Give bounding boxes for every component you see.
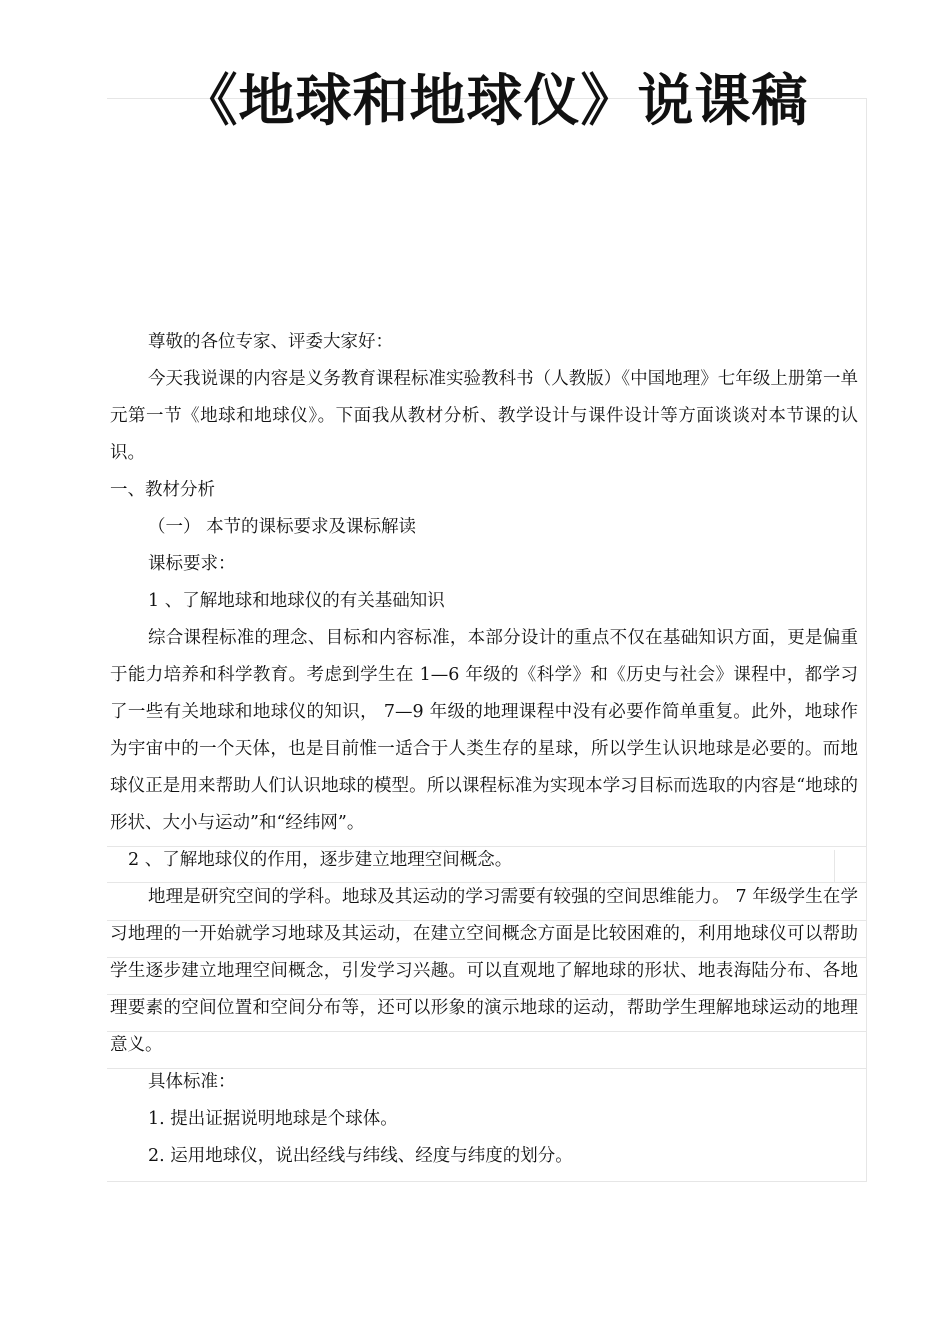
standard-item-2-description: 地理是研究空间的学科。地球及其运动的学习需要有较强的空间思维能力。 7 年级学生在学习地理的一开始就学习地球及其运动，在建立空间概念方面是比较困难的，利用地球仪可以帮助学生逐步建立地理空间概念，引发学习兴趣。可以直观地了解地球的形状、地表海陆分布、各地理要素的空间位置和空间分布等，还可以形象的演示地球的运动，帮助学生理解地球运动的地理意义。 [110, 887, 858, 1055]
frame-right-line [866, 98, 867, 1182]
standard-label: 课标要求： [148, 554, 236, 574]
standard-item-1: 1 、了解地球和地球仪的有关基础知识 [148, 591, 445, 611]
document-title: 《地球和地球仪》说课稿 [181, 69, 809, 134]
document-body [110, 324, 858, 1175]
frame-bottom-line [107, 1181, 867, 1182]
subsection-heading: （一） 本节的课标要求及课标解读 [148, 517, 417, 537]
intro-paragraph: 今天我说课的内容是义务教育课程标准实验教科书（人教版）《中国地理》七年级上册第一单元第一节《地球和地球仪》。下面我从教材分析、教学设计与课件设计等方面谈谈对本节课的认识。 [110, 369, 858, 463]
greeting-paragraph: 尊敬的各位专家、评委大家好： [148, 332, 393, 352]
standard-item-2: 2 、了解地球仪的作用，逐步建立地理空间概念。 [128, 850, 513, 870]
specific-standard-1: 1. 提出证据说明地球是个球体。 [148, 1109, 398, 1129]
specific-standard-label: 具体标准： [148, 1072, 236, 1092]
section-heading: 一、教材分析 [110, 480, 215, 500]
specific-standard-2: 2. 运用地球仪，说出经线与纬线、经度与纬度的划分。 [148, 1146, 573, 1166]
standard-item-1-description: 综合课程标准的理念、目标和内容标准，本部分设计的重点不仅在基础知识方面，更是偏重于能力培养和科学教育。考虑到学生在 1—6 年级的《科学》和《历史与社会》课程中，都学习了一些有关地球和地球仪的知识， 7—9 年级的地理课程中没有必要作简单重复。此外，地球作为宇宙中的一个天体，也是目前惟一适合于人类生存的星球，所以学生认识地球是必要的。而地球仪正是用来帮助人们认识地球的模型。所以课程标准为实现本学习目标而选取的内容是“地球的形状、大小与运动”和“经纬网”。 [110, 628, 858, 833]
